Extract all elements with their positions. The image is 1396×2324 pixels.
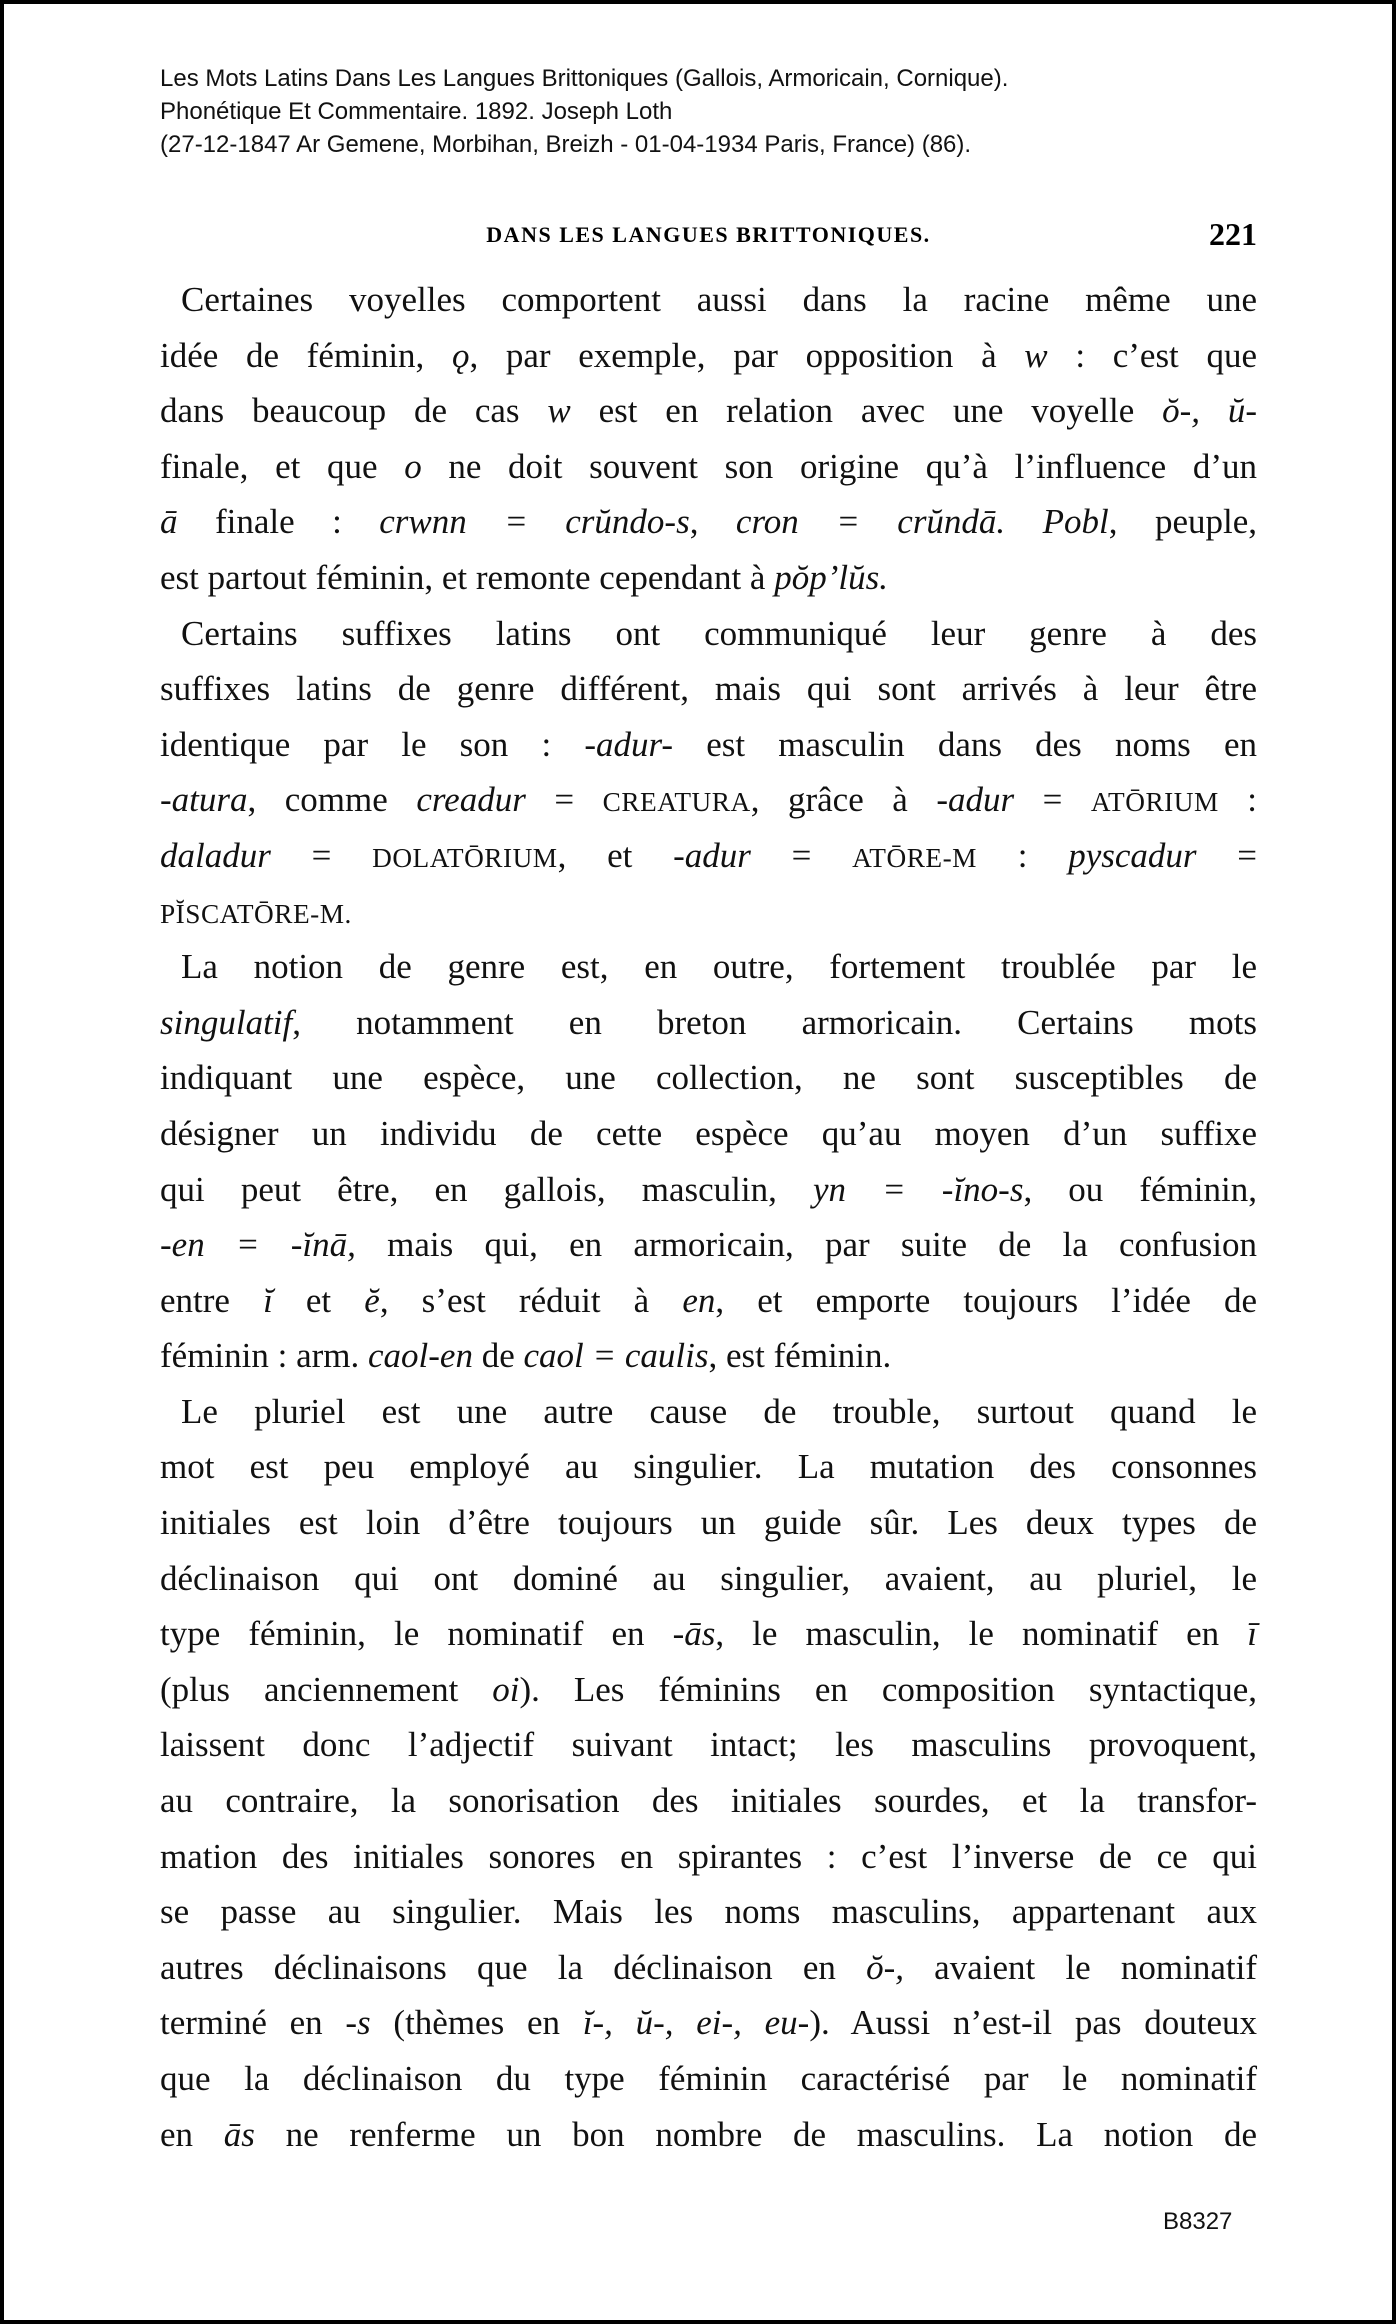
- text-segment: qui peut être, en gallois, masculin,: [160, 1169, 813, 1209]
- italic-term: ĭ-, ŭ-, ei-, eu-: [582, 2003, 810, 2043]
- text-segment: : c’est que: [1047, 335, 1257, 375]
- text-segment: identique par le son :: [160, 724, 585, 764]
- caption-line: (27-12-1847 Ar Gemene, Morbihan, Breizh - 01-04-1934 Paris, France) (86).: [160, 131, 972, 158]
- text-segment: terminé en: [160, 2003, 346, 2043]
- text-line: [160, 1717, 1257, 1773]
- text-line: [160, 2107, 1257, 2163]
- text-segment: ne renferme un bon nombre de masculins. La notion de: [254, 2114, 1257, 2154]
- text-line: [160, 995, 1257, 1051]
- italic-term: ǫ: [451, 335, 470, 375]
- latin-smallcaps: ATŌRE-M: [852, 842, 977, 873]
- text-line: [160, 1050, 1257, 1106]
- caption-line: Phonétique Et Commentaire. 1892. Joseph Loth: [160, 98, 673, 125]
- document-code: B8327: [1163, 2208, 1233, 2235]
- text-line: [160, 1940, 1257, 1996]
- italic-term: w: [547, 391, 571, 431]
- italic-term: -en = -ĭnā,: [160, 1225, 356, 1265]
- italic-term: cron = crŭndā. Pobl: [735, 502, 1109, 542]
- text-segment: ne doit souvent son origine qu’à l’influence d’un: [421, 446, 1257, 486]
- text-line: [160, 661, 1257, 717]
- text-segment: , comme: [247, 780, 417, 820]
- italic-term: -adur: [936, 780, 1015, 820]
- italic-term: crwnn = crŭndo-s: [379, 502, 690, 542]
- text-line: [160, 828, 1257, 884]
- text-segment: ,: [689, 502, 736, 542]
- text-segment: suffixes latins de genre différent, mais qui sont arrivés à leur être: [160, 669, 1257, 709]
- text-line: [160, 2051, 1257, 2107]
- text-segment: indiquant une espèce, une collection, ne sont susceptibles de: [160, 1058, 1257, 1098]
- text-line: [160, 1606, 1257, 1662]
- text-segment: idée de féminin,: [160, 335, 452, 375]
- italic-term: -adur-: [584, 724, 674, 764]
- text-line: [160, 1773, 1257, 1829]
- text-segment: , et: [557, 835, 674, 875]
- text-line: [160, 1106, 1257, 1162]
- italic-term: -atura: [160, 780, 248, 820]
- text-segment: ). Aussi n’est-il pas douteux: [809, 2003, 1258, 2043]
- text-line: [160, 383, 1257, 439]
- paragraph: [160, 606, 1257, 940]
- text-segment: Certaines voyelles comportent aussi dans la racine même une: [181, 280, 1257, 319]
- page-number: 221: [1209, 216, 1257, 252]
- running-head-title: DANS LES LANGUES BRITTONIQUES.: [486, 222, 931, 247]
- italic-term: -adur: [673, 835, 751, 875]
- text-segment: entre: [160, 1280, 264, 1320]
- text-segment: autres déclinaisons que la déclinaison en: [160, 1947, 867, 1987]
- latin-smallcaps: PĬSCATŌRE-M.: [160, 898, 352, 929]
- text-segment: (plus anciennement: [160, 1669, 493, 1709]
- latin-smallcaps: ATŌRIUM: [1090, 787, 1219, 818]
- text-line: [160, 272, 1257, 328]
- text-segment: mation des initiales sonores en spirantes : c’est l’inverse de ce qui: [160, 1836, 1257, 1876]
- italic-term: -s: [345, 2003, 371, 2043]
- text-segment: , et emporte toujours l’idée de: [715, 1280, 1257, 1320]
- text-segment: =: [270, 835, 373, 875]
- italic-term: o: [404, 446, 422, 486]
- text-segment: dans beaucoup de cas: [160, 391, 548, 431]
- source-caption: [160, 62, 1008, 161]
- text-line: [160, 1384, 1257, 1440]
- running-header: [160, 216, 1257, 256]
- text-segment: La notion de genre est, en outre, fortement troublée par le: [181, 947, 1257, 987]
- italic-term: yn = -ĭno-s: [812, 1169, 1024, 1209]
- italic-term: daladur: [160, 835, 271, 875]
- italic-term: creadur: [416, 780, 526, 820]
- italic-term: en: [682, 1280, 716, 1320]
- paragraph: [160, 939, 1257, 1384]
- text-segment: laissent donc l’adjectif suivant intact; les masculins provoquent,: [160, 1725, 1257, 1765]
- italic-term: caol-en: [368, 1336, 473, 1376]
- text-segment: type féminin, le nominatif en: [160, 1614, 673, 1654]
- italic-term: ŏ-, ŭ-: [1162, 391, 1257, 431]
- text-segment: et: [272, 1280, 365, 1320]
- text-segment: , le masculin, le nominatif en: [715, 1614, 1248, 1654]
- text-segment: , grâce à: [750, 780, 937, 820]
- italic-term: ā: [160, 502, 178, 542]
- text-line: [160, 939, 1257, 995]
- caption-line: Les Mots Latins Dans Les Langues Brittoniques (Gallois, Armoricain, Cornique).: [160, 65, 1009, 92]
- text-segment: désigner un individu de cette espèce qu’au moyen d’un suffixe: [160, 1113, 1257, 1153]
- italic-term: ĭ: [263, 1280, 273, 1320]
- text-segment: est partout féminin, et remonte cependant à: [160, 557, 775, 597]
- text-segment: , par exemple, par opposition à: [469, 335, 1025, 375]
- text-line: [160, 1662, 1257, 1718]
- text-segment: =: [1196, 835, 1257, 875]
- text-line: [160, 884, 1257, 940]
- text-segment: initiales est loin d’être toujours un guide sûr. Les deux types de: [160, 1503, 1257, 1543]
- italic-term: singulatif: [160, 1002, 293, 1042]
- text-line: [160, 717, 1257, 773]
- text-segment: , ou féminin,: [1023, 1169, 1257, 1209]
- text-segment: que la déclinaison du type féminin caractérisé par le nominatif: [160, 2059, 1257, 2098]
- text-segment: avaient le nominatif: [903, 1947, 1257, 1987]
- text-segment: (thèmes en: [370, 2003, 583, 2043]
- text-segment: est masculin dans des noms en: [673, 724, 1257, 764]
- text-segment: finale, et que: [160, 446, 405, 486]
- text-line: [160, 328, 1257, 384]
- text-line: [160, 494, 1257, 550]
- text-segment: =: [750, 835, 853, 875]
- text-segment: ). Les féminins en composition syntactique,: [519, 1669, 1257, 1709]
- text-line: [160, 1829, 1257, 1885]
- latin-smallcaps: DOLATŌRIUM: [372, 842, 558, 873]
- text-segment: au contraire, la sonorisation des initiales sourdes, et la transfor-: [160, 1781, 1257, 1821]
- text-segment: de: [472, 1336, 524, 1376]
- text-line: [160, 1995, 1257, 2051]
- body-text: [160, 272, 1257, 2162]
- text-line: [160, 1551, 1257, 1607]
- italic-term: w: [1024, 335, 1048, 375]
- text-segment: déclinaison qui ont dominé au singulier, avaient, au pluriel, le: [160, 1558, 1257, 1598]
- text-line: [160, 1439, 1257, 1495]
- text-segment: :: [976, 835, 1069, 875]
- text-line: [160, 1162, 1257, 1218]
- text-segment: =: [525, 780, 603, 820]
- text-segment: , est féminin.: [708, 1336, 892, 1376]
- text-line: [160, 1495, 1257, 1551]
- italic-term: ās: [223, 2114, 255, 2154]
- latin-smallcaps: CREATURA: [602, 787, 751, 818]
- italic-term: pŏp’lŭs.: [774, 557, 888, 597]
- text-segment: Certains suffixes latins ont communiqué leur genre à des: [181, 613, 1257, 653]
- italic-term: -ās: [672, 1614, 716, 1654]
- text-segment: , notamment en breton armoricain. Certains mots: [292, 1002, 1257, 1042]
- text-segment: Le pluriel est une autre cause de trouble, surtout quand le: [181, 1391, 1257, 1431]
- text-segment: , peuple,: [1108, 502, 1257, 542]
- text-line: [160, 1884, 1257, 1940]
- italic-term: pyscadur: [1068, 835, 1197, 875]
- text-segment: féminin : arm.: [160, 1336, 369, 1376]
- italic-term: ĕ: [364, 1280, 380, 1320]
- text-segment: est en relation avec une voyelle: [570, 391, 1163, 431]
- text-line: [160, 606, 1257, 662]
- italic-term: ŏ-,: [866, 1947, 904, 1987]
- text-line: [160, 1217, 1257, 1273]
- text-line: [160, 1328, 1257, 1384]
- paragraph: [160, 272, 1257, 606]
- text-segment: mot est peu employé au singulier. La mutation des consonnes: [160, 1447, 1257, 1487]
- text-line: [160, 550, 1257, 606]
- text-segment: mais qui, en armoricain, par suite de la confusion: [355, 1225, 1257, 1265]
- text-segment: en: [160, 2114, 224, 2154]
- italic-term: ī: [1247, 1614, 1257, 1654]
- text-line: [160, 1273, 1257, 1329]
- text-segment: =: [1014, 780, 1091, 820]
- italic-term: oi: [492, 1669, 520, 1709]
- text-line: [160, 439, 1257, 495]
- italic-term: caol = caulis: [523, 1336, 709, 1376]
- text-segment: , s’est réduit à: [379, 1280, 683, 1320]
- text-segment: :: [1218, 780, 1257, 820]
- paragraph: [160, 1384, 1257, 2162]
- text-segment: finale :: [177, 502, 380, 542]
- text-segment: se passe au singulier. Mais les noms masculins, appartenant aux: [160, 1892, 1257, 1932]
- text-line: [160, 772, 1257, 828]
